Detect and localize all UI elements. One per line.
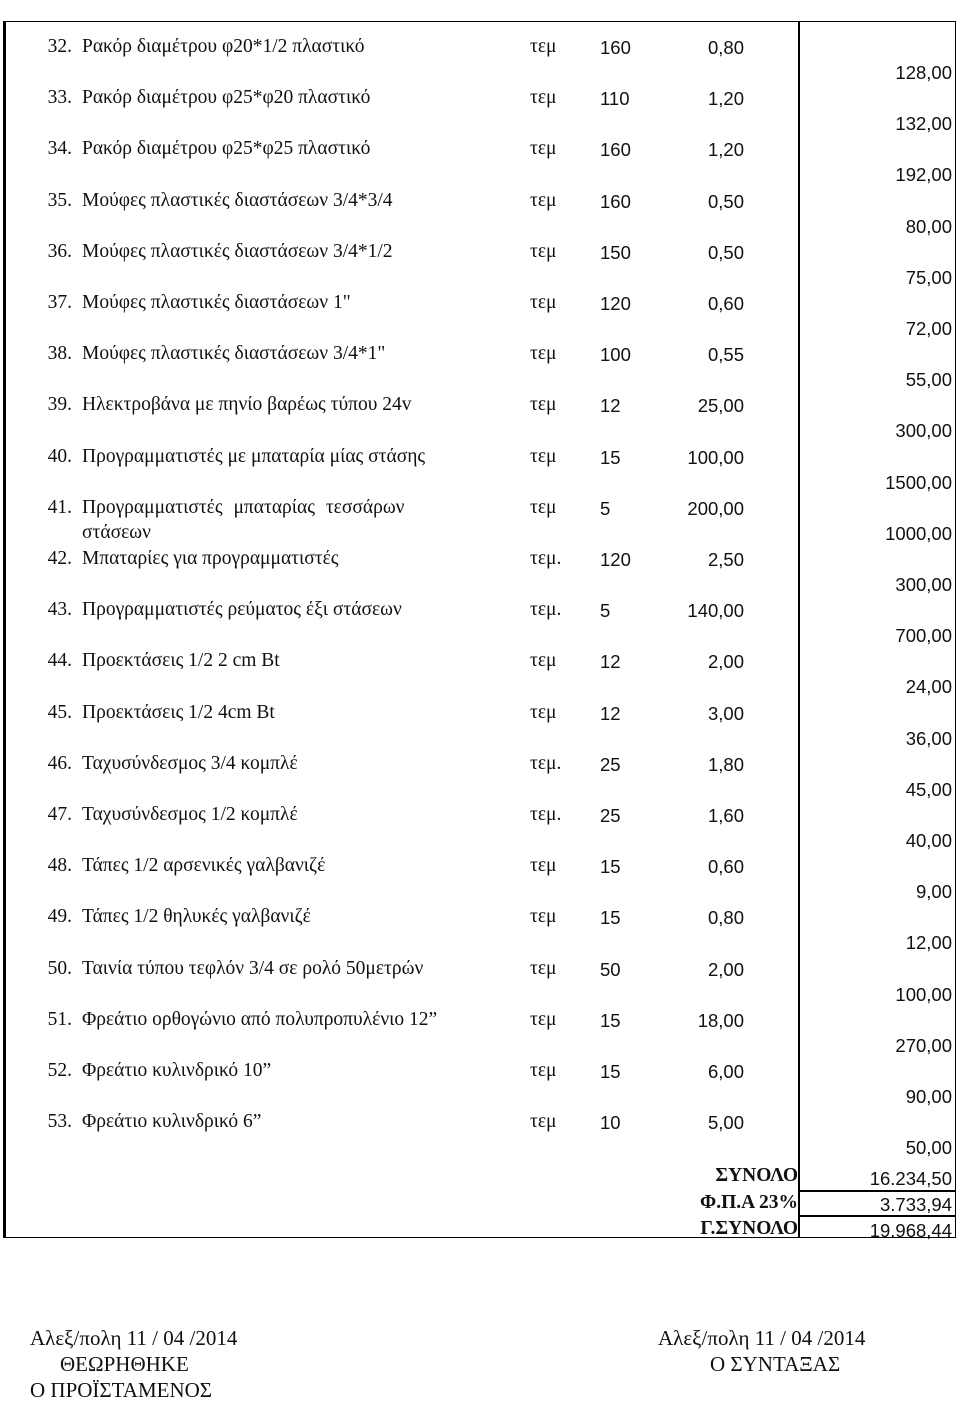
vat-label: Φ.Π.Α 23% xyxy=(700,1192,798,1213)
item-total: 90,00 xyxy=(905,1086,952,1107)
item-quantity: 15 xyxy=(600,1009,621,1031)
item-unit: τεμ xyxy=(530,855,557,877)
item-unit-price: 18,00 xyxy=(697,1009,744,1031)
item-total: 55,00 xyxy=(905,369,952,391)
item-unit-price: 2,00 xyxy=(707,651,744,673)
item-number: 39. xyxy=(47,394,72,416)
item-unit: τεμ xyxy=(530,292,557,313)
item-description: Μούφες πλαστικές διαστάσεων 3/4*1/2 xyxy=(82,240,393,262)
item-total: 12,00 xyxy=(905,932,952,954)
item-description: Φρεάτιο ορθογώνιο από πολυπροπυλένιο 12” xyxy=(82,1008,438,1030)
item-description: Φρεάτιο κυλινδρικό 6” xyxy=(82,1111,262,1133)
item-total: 9,00 xyxy=(915,881,952,903)
item-unit: τεμ. xyxy=(530,599,562,621)
item-quantity: 25 xyxy=(600,753,621,775)
item-number: 34. xyxy=(47,138,72,160)
item-unit-price: 0,60 xyxy=(707,856,744,878)
item-number: 41. xyxy=(47,496,72,518)
item-unit-price: 0,60 xyxy=(707,293,744,314)
item-unit: τεμ xyxy=(530,394,557,416)
footer-supervisor-label: Ο ΠΡΟΪΣΤΑΜΕΝΟΣ xyxy=(30,1378,213,1402)
item-description: Μούφες πλαστικές διαστάσεων 1" xyxy=(82,292,351,313)
item-unit: τεμ xyxy=(530,906,557,928)
item-number: 50. xyxy=(47,957,72,979)
item-number: 51. xyxy=(47,1008,72,1030)
item-unit-price: 25,00 xyxy=(697,395,744,417)
item-description: Προγραμματιστές μπαταρίας τεσσάρων xyxy=(82,496,405,518)
item-quantity: 160 xyxy=(600,190,631,212)
item-unit: τεμ xyxy=(530,650,557,672)
footer-approved-label: ΘΕΩΡΗΘΗΚΕ xyxy=(60,1352,189,1376)
item-unit: τεμ xyxy=(530,138,557,160)
column-divider xyxy=(798,22,800,1237)
item-description: Προεκτάσεις 1/2 2 cm Bt xyxy=(82,650,280,672)
item-description: Μούφες πλαστικές διαστάσεων 3/4*3/4 xyxy=(82,189,393,211)
item-description: Προεκτάσεις 1/2 4cm Bt xyxy=(82,701,275,723)
footer-right-place-date: Αλεξ/πολη 11 / 04 /2014 xyxy=(658,1326,866,1350)
item-quantity: 120 xyxy=(600,293,631,314)
item-unit-price: 100,00 xyxy=(687,446,744,468)
item-unit: τεμ xyxy=(530,701,557,723)
item-number: 38. xyxy=(47,343,72,365)
item-quantity: 150 xyxy=(600,241,631,263)
item-quantity: 12 xyxy=(600,702,621,724)
item-quantity: 15 xyxy=(600,856,621,878)
item-description-cont: στάσεων xyxy=(82,521,151,543)
item-quantity: 100 xyxy=(600,344,631,366)
item-total: 36,00 xyxy=(905,727,952,749)
item-number: 49. xyxy=(47,906,72,928)
item-description: Μούφες πλαστικές διαστάσεων 3/4*1" xyxy=(82,343,386,365)
item-unit: τεμ xyxy=(530,87,557,109)
item-total: 75,00 xyxy=(905,266,952,288)
item-total: 300,00 xyxy=(895,420,952,442)
item-unit-price: 1,20 xyxy=(707,88,744,110)
item-quantity: 50 xyxy=(600,958,621,980)
item-unit: τεμ xyxy=(530,189,557,211)
item-quantity: 160 xyxy=(600,37,631,58)
item-description: Ταχυσύνδεσμος 1/2 κομπλέ xyxy=(82,804,298,825)
item-description: Ηλεκτροβάνα με πηνίο βαρέως τύπου 24v xyxy=(82,394,412,416)
item-quantity: 5 xyxy=(600,497,611,519)
item-unit-price: 0,80 xyxy=(707,37,744,58)
item-quantity: 15 xyxy=(600,907,621,929)
item-description: Τάπες 1/2 αρσενικές γαλβανιζέ xyxy=(82,855,326,877)
item-unit: τεμ xyxy=(530,36,557,57)
item-quantity: 120 xyxy=(600,549,631,570)
item-quantity: 25 xyxy=(600,805,621,826)
item-total: 50,00 xyxy=(905,1137,952,1159)
item-unit-price: 140,00 xyxy=(687,600,744,622)
item-number: 40. xyxy=(47,445,72,467)
footer-author-label: Ο ΣΥΝΤΑΞΑΣ xyxy=(710,1352,841,1376)
item-total: 72,00 xyxy=(905,318,952,339)
item-number: 48. xyxy=(47,855,72,877)
item-quantity: 160 xyxy=(600,139,631,161)
item-number: 32. xyxy=(47,36,72,57)
item-total: 132,00 xyxy=(895,113,952,135)
item-quantity: 12 xyxy=(600,395,621,417)
item-description: Μπαταρίες για προγραμματιστές xyxy=(82,548,339,569)
item-number: 53. xyxy=(47,1111,72,1133)
item-number: 35. xyxy=(47,189,72,211)
item-unit-price: 0,50 xyxy=(707,190,744,212)
item-unit: τεμ xyxy=(530,445,557,467)
item-number: 33. xyxy=(47,87,72,109)
item-description: Ρακόρ διαμέτρου φ25*φ25 πλαστικό xyxy=(82,138,371,160)
item-quantity: 15 xyxy=(600,1061,621,1082)
item-number: 47. xyxy=(47,804,72,825)
item-unit: τεμ xyxy=(530,343,557,365)
item-quantity: 10 xyxy=(600,1112,621,1134)
item-total: 300,00 xyxy=(895,574,952,595)
item-unit-price: 5,00 xyxy=(707,1112,744,1134)
item-description: Τάπες 1/2 θηλυκές γαλβανιζέ xyxy=(82,906,311,928)
item-unit: τεμ. xyxy=(530,548,562,569)
item-number: 46. xyxy=(47,752,72,774)
item-number: 37. xyxy=(47,292,72,313)
item-description: Ταινία τύπου τεφλόν 3/4 σε ρολό 50μετρών xyxy=(82,957,424,979)
item-number: 45. xyxy=(47,701,72,723)
item-number: 42. xyxy=(47,548,72,569)
item-quantity: 5 xyxy=(600,600,611,622)
item-total: 40,00 xyxy=(905,830,952,851)
item-unit: τεμ. xyxy=(530,752,562,774)
item-unit-price: 2,00 xyxy=(707,958,744,980)
item-description: Φρεάτιο κυλινδρικό 10” xyxy=(82,1060,272,1081)
item-total: 192,00 xyxy=(895,164,952,186)
vat-value: 3.733,94 xyxy=(879,1194,952,1215)
item-total: 700,00 xyxy=(895,625,952,647)
item-description: Προγραμματιστές ρεύματος έξι στάσεων xyxy=(82,599,402,621)
item-description: Ρακόρ διαμέτρου φ20*1/2 πλαστικό xyxy=(82,36,365,57)
item-unit: τεμ xyxy=(530,957,557,979)
item-unit-price: 0,80 xyxy=(707,907,744,929)
item-quantity: 15 xyxy=(600,446,621,468)
item-unit-price: 1,60 xyxy=(707,805,744,826)
item-total: 45,00 xyxy=(905,778,952,800)
item-number: 36. xyxy=(47,240,72,262)
item-unit: τεμ xyxy=(530,1060,557,1081)
item-total: 80,00 xyxy=(905,215,952,237)
item-description: Ταχυσύνδεσμος 3/4 κομπλέ xyxy=(82,752,298,774)
item-total: 270,00 xyxy=(895,1034,952,1056)
item-total: 1000,00 xyxy=(885,522,952,544)
grand-total-label: Γ.ΣΥΝΟΛΟ xyxy=(700,1218,798,1239)
footer-left-place-date: Αλεξ/πολη 11 / 04 /2014 xyxy=(30,1326,238,1350)
item-description: Προγραμματιστές με μπαταρία μίας στάσης xyxy=(82,445,426,467)
item-total: 1500,00 xyxy=(885,471,952,493)
summary-row-divider xyxy=(798,1190,955,1192)
item-unit-price: 200,00 xyxy=(687,497,744,519)
sum-value: 16.234,50 xyxy=(869,1168,952,1189)
item-unit-price: 6,00 xyxy=(707,1061,744,1082)
item-total: 24,00 xyxy=(905,676,952,698)
item-total: 128,00 xyxy=(895,62,952,83)
sum-label: ΣΥΝΟΛΟ xyxy=(715,1165,798,1186)
item-unit: τεμ xyxy=(530,1008,557,1030)
item-total: 100,00 xyxy=(895,983,952,1005)
item-unit-price: 1,80 xyxy=(707,753,744,775)
item-unit-price: 0,55 xyxy=(707,344,744,366)
item-description: Ρακόρ διαμέτρου φ25*φ20 πλαστικό xyxy=(82,87,371,109)
item-unit-price: 2,50 xyxy=(707,549,744,570)
item-quantity: 110 xyxy=(600,88,630,110)
item-number: 52. xyxy=(47,1060,72,1081)
item-unit-price: 3,00 xyxy=(707,702,744,724)
item-unit: τεμ xyxy=(530,240,557,262)
item-unit-price: 0,50 xyxy=(707,241,744,263)
item-unit: τεμ. xyxy=(530,804,562,825)
item-unit: τεμ xyxy=(530,1111,557,1133)
item-unit: τεμ xyxy=(530,496,557,518)
item-number: 43. xyxy=(47,599,72,621)
item-unit-price: 1,20 xyxy=(707,139,744,161)
grand-total-value: 19.968,44 xyxy=(869,1220,952,1241)
item-number: 44. xyxy=(47,650,72,672)
items-table xyxy=(3,21,956,1241)
item-quantity: 12 xyxy=(600,651,621,673)
